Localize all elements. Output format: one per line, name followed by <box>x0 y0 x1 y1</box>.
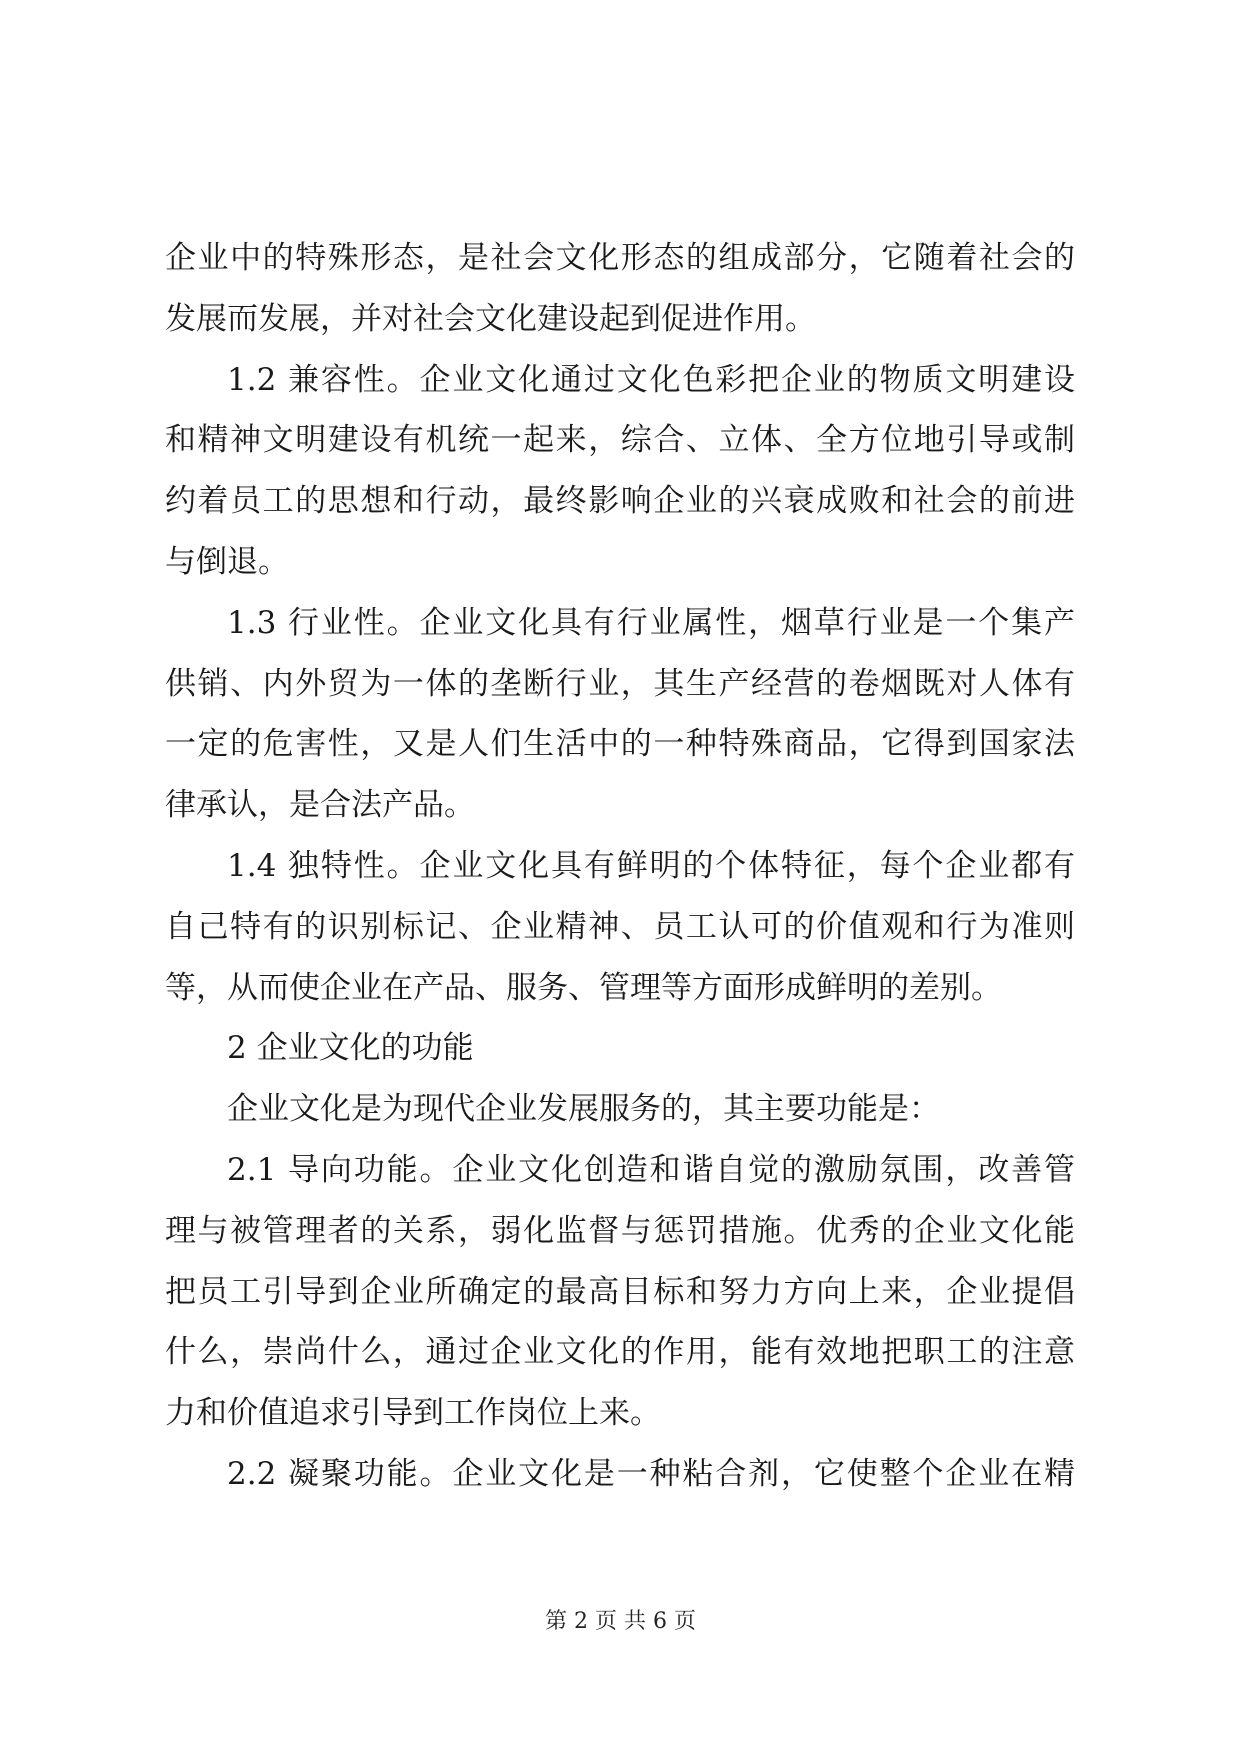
text-line: 发展而发展，并对社会文化建设起到促进作用。 <box>165 300 816 337</box>
text-line: 1.3 行业性。企业文化具有行业属性，烟草行业是一个集产 <box>227 604 1075 641</box>
text-line: 理与被管理者的关系，弱化监督与惩罚措施。优秀的企业文化能 <box>165 1212 1075 1249</box>
page-number-footer: 第 2 页 共 6 页 <box>545 1609 696 1634</box>
text-line: 企业文化是为现代企业发展服务的，其主要功能是： <box>227 1091 940 1128</box>
text-line: 供销、内外贸为一体的垄断行业，其生产经营的卷烟既对人体有 <box>165 665 1075 702</box>
text-line: 把员工引导到企业所确定的最高目标和努力方向上来，企业提倡 <box>165 1273 1075 1310</box>
text-line: 什么，崇尚什么，通过企业文化的作用，能有效地把职工的注意 <box>165 1334 1075 1371</box>
section-heading: 2 企业文化的功能 <box>227 1030 474 1067</box>
text-line: 1.2 兼容性。企业文化通过文化色彩把企业的物质文明建设 <box>227 361 1075 398</box>
text-line: 一定的危害性，又是人们生活中的一种特殊商品，它得到国家法 <box>165 726 1075 763</box>
text-line: 与倒退。 <box>165 543 289 580</box>
text-line: 等，从而使企业在产品、服务、管理等方面形成鲜明的差别。 <box>165 969 1002 1006</box>
text-line: 2.1 导向功能。企业文化创造和谐自觉的激励氛围，改善管 <box>227 1151 1075 1188</box>
text-line: 和精神文明建设有机统一起来，综合、立体、全方位地引导或制 <box>165 422 1075 459</box>
text-line: 力和价值追求引导到工作岗位上来。 <box>165 1395 661 1432</box>
text-line: 2.2 凝聚功能。企业文化是一种粘合剂，它使整个企业在精 <box>227 1455 1075 1492</box>
text-line: 自己特有的识别标记、企业精神、员工认可的价值观和行为准则 <box>165 908 1075 945</box>
text-line: 约着员工的思想和行动，最终影响企业的兴衰成败和社会的前进 <box>165 483 1075 520</box>
text-line: 1.4 独特性。企业文化具有鲜明的个体特征，每个企业都有 <box>227 847 1075 884</box>
text-line: 企业中的特殊形态，是社会文化形态的组成部分，它随着社会的 <box>165 240 1075 276</box>
text-line: 律承认，是合法产品。 <box>165 787 475 824</box>
document-body <box>165 228 1075 1505</box>
